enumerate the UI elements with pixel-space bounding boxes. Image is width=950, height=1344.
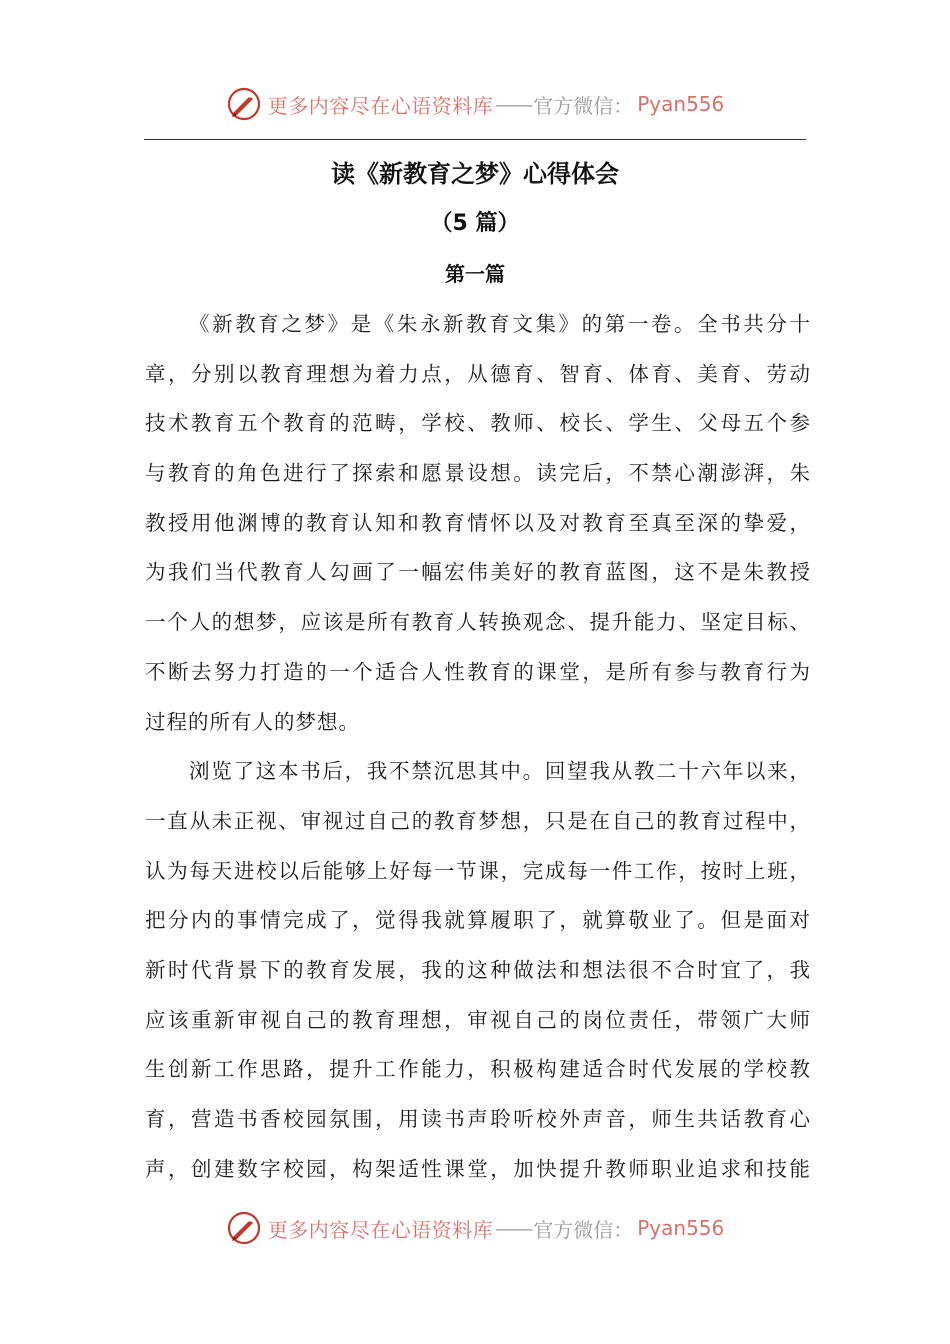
text-line: 过程的所有人的梦想。 — [145, 709, 360, 734]
footer-wechat-id: Pyan556 — [637, 1216, 725, 1240]
pen-logo-icon — [226, 86, 262, 122]
text-line: 应该重新审视自己的教育理想，审视自己的岗位责任，带领广大师 — [145, 1007, 811, 1032]
document-body — [145, 300, 811, 1194]
text-line: 《新教育之梦》是《朱永新教育文集》的第一卷。全书共分十 — [189, 312, 811, 336]
header-wechat-id: Pyan556 — [637, 92, 725, 116]
section-heading: 第一篇 — [445, 262, 505, 286]
header-brand-text: 更多内容尽在心语资料库 — [267, 93, 494, 118]
footer-brand-text: 更多内容尽在心语资料库 — [267, 1217, 494, 1242]
text-line: 浏览了这本书后，我不禁沉思其中。回望我从教二十六年以来， — [189, 759, 811, 784]
text-line: 章，分别以教育理想为着力点，从德育、智育、体育、美育、劳动 — [145, 361, 811, 386]
footer-wechat-label: 官方微信： — [533, 1217, 634, 1242]
text-line: 把分内的事情完成了，觉得我就算履职了，就算敬业了。但是面对 — [145, 908, 811, 933]
pen-logo-icon — [226, 1210, 262, 1246]
text-line: 教授用他渊博的教育认知和教育情怀以及对教育至真至深的挚爱， — [145, 510, 811, 535]
footer-banner — [0, 1208, 950, 1248]
text-line: 一直从未正视、审视过自己的教育梦想，只是在自己的教育过程中， — [145, 808, 811, 833]
header-divider — [144, 139, 806, 140]
document-title: 读《新教育之梦》心得体会 — [331, 160, 619, 188]
text-line: 不断去努力打造的一个适合人性教育的课堂，是所有参与教育行为 — [145, 659, 811, 684]
document-subtitle: （5 篇） — [430, 211, 520, 236]
text-line: 声，创建数字校园，构架适性课堂，加快提升教师职业追求和技能 — [145, 1156, 811, 1181]
text-line: 技术教育五个教育的范畴，学校、教师、校长、学生、父母五个参 — [145, 411, 811, 436]
text-line: 与教育的角色进行了探索和愿景设想。读完后，不禁心潮澎湃，朱 — [145, 461, 811, 486]
text-line: 认为每天进校以后能够上好每一节课，完成每一件工作，按时上班， — [145, 858, 811, 883]
text-line: 生创新工作思路，提升工作能力，积极构建适合时代发展的学校教 — [145, 1057, 811, 1082]
footer-dash: —— — [495, 1216, 532, 1240]
text-line: 为我们当代教育人勾画了一幅宏伟美好的教育蓝图，这不是朱教授 — [145, 560, 811, 585]
header-wechat-label: 官方微信： — [533, 93, 634, 118]
header-banner — [0, 84, 950, 124]
text-line: 育，营造书香校园氛围，用读书声聆听校外声音，师生共话教育心 — [145, 1107, 811, 1131]
text-line: 新时代背景下的教育发展，我的这种做法和想法很不合时宜了，我 — [145, 957, 811, 982]
text-line: 一个人的想梦，应该是所有教育人转换观念、提升能力、坚定目标、 — [145, 610, 811, 635]
header-dash: —— — [495, 92, 532, 116]
